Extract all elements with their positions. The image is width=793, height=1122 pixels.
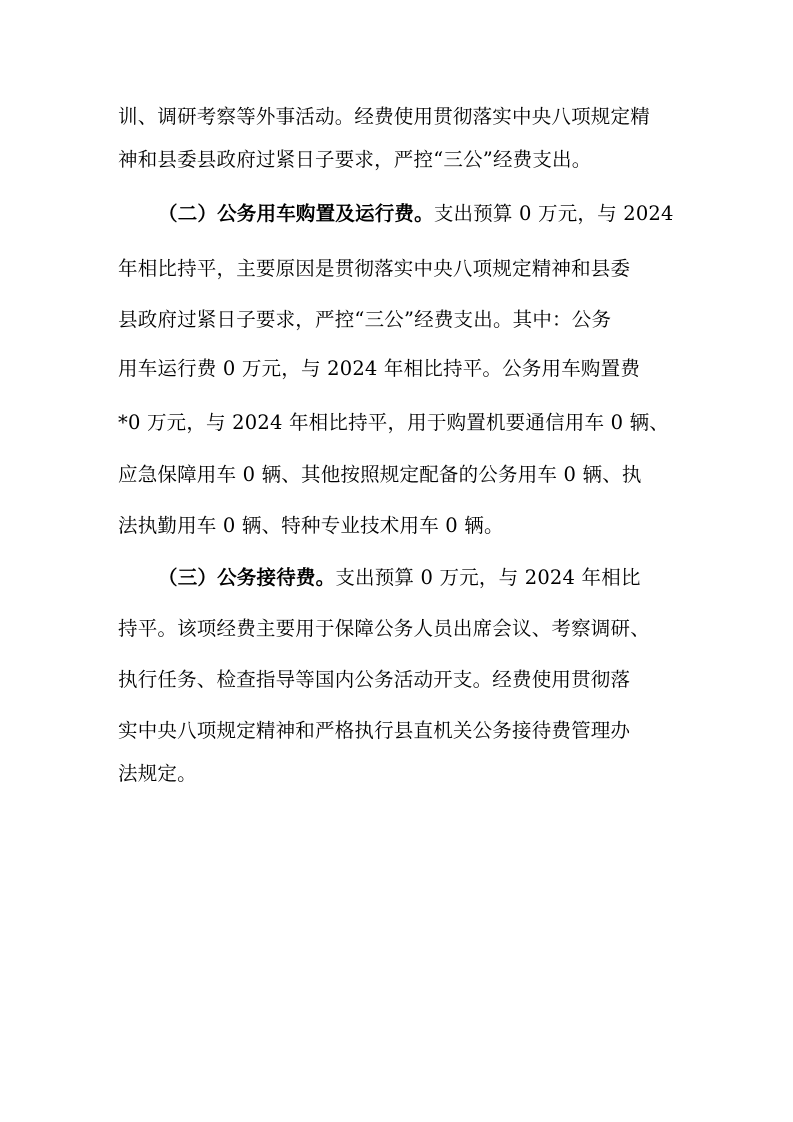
paragraph-3-first-line [158, 564, 678, 592]
paragraph-2-line-4: 用车运行费 0 万元，与 2024 年相比持平。公务用车购置费 [118, 357, 641, 380]
paragraph-2-line-7: 法执勤用车 0 辆、特种专业技术用车 0 辆。 [118, 514, 504, 537]
paragraph-3-first-line-text: 支出预算 0 万元，与 2024 年相比 [335, 566, 641, 589]
paragraph-2-first-line-text: 支出预算 0 万元，与 2024 [433, 202, 674, 225]
paragraph-3-line-4: 实中央八项规定精神和严格执行县直机关公务接待费管理办 [118, 719, 631, 742]
paragraph-2-first-line [158, 200, 678, 228]
paragraph-3-heading: （三）公务接待费。 [158, 566, 336, 589]
paragraph-3-line-2: 持平。该项经费主要用于保障公务人员出席会议、考察调研、 [118, 617, 650, 640]
paragraph-2-line-3: 县政府过紧日子要求，严控“三公”经费支出。其中：公务 [118, 308, 612, 331]
paragraph-3-line-5: 法规定。 [118, 762, 197, 785]
paragraph-2-heading: （二）公务用车购置及运行费。 [158, 202, 434, 225]
paragraph-2-line-5: *0 万元，与 2024 年相比持平，用于购置机要通信用车 0 辆、 [118, 411, 669, 434]
paragraph-2-line-6: 应急保障用车 0 辆、其他按照规定配备的公务用车 0 辆、执 [118, 463, 642, 486]
paragraph-3-line-3: 执行任务、检查指导等国内公务活动开支。经费使用贯彻落 [118, 668, 631, 691]
paragraph-1-line-2: 神和县委县政府过紧日子要求，严控“三公”经费支出。 [118, 148, 592, 171]
paragraph-1-line-1: 训、调研考察等外事活动。经费使用贯彻落实中央八项规定精 [118, 105, 650, 128]
paragraph-2-line-2: 年相比持平，主要原因是贯彻落实中央八项规定精神和县委 [118, 257, 631, 280]
